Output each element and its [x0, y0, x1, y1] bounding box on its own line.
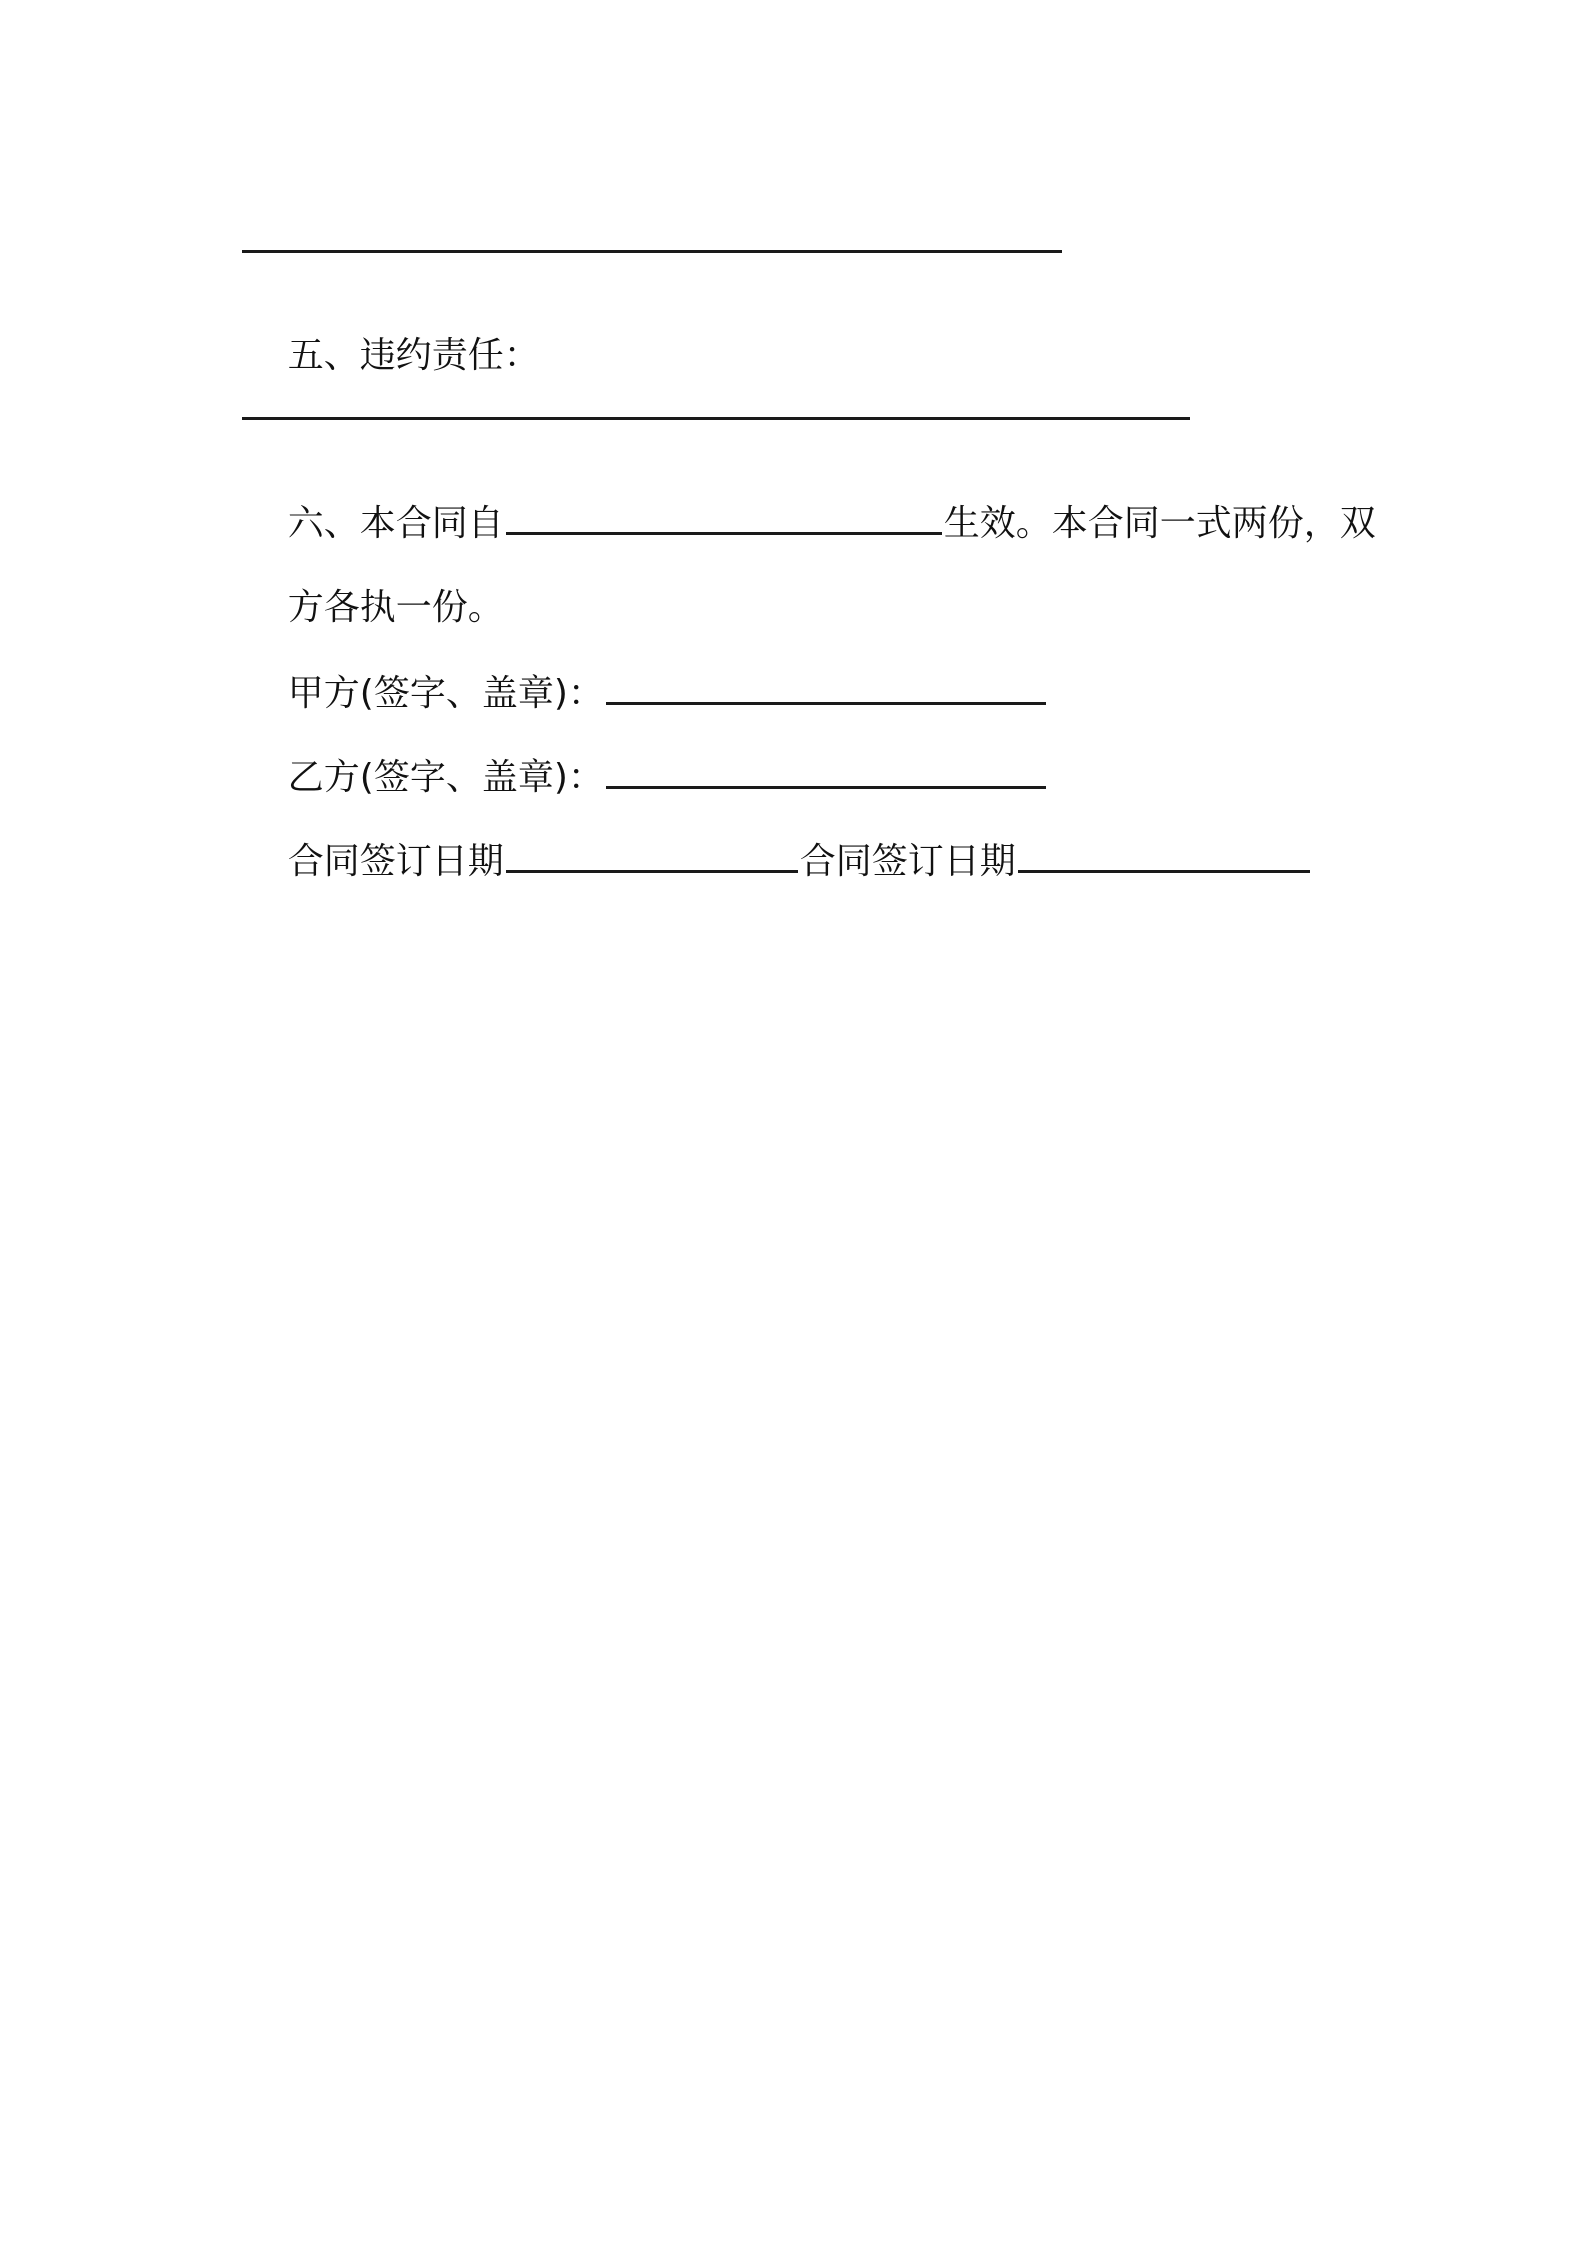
party-b-label: 乙方(签字、盖章)： — [287, 757, 604, 798]
section-five-heading-text: 五、违约责任： — [287, 335, 540, 376]
blank-rule-breach[interactable] — [242, 417, 1190, 420]
signing-date-line — [242, 796, 1312, 928]
clause-six-prefix: 六、本合同自 — [287, 503, 504, 544]
section-five-heading — [242, 290, 540, 422]
sign-date-label-a: 合同签订日期 — [287, 841, 504, 882]
party-a-signature-blank[interactable] — [606, 672, 1046, 705]
clause-six-suffix: 生效。本合同一式两份，双 — [943, 503, 1376, 544]
clause-six-continuation-text: 方各执一份。 — [287, 587, 504, 628]
blank-rule-top[interactable] — [242, 250, 1062, 253]
sign-date-label-b: 合同签订日期 — [799, 841, 1016, 882]
effective-date-blank[interactable] — [506, 502, 942, 535]
sign-date-blank-a[interactable] — [506, 840, 798, 873]
sign-date-blank-b[interactable] — [1018, 840, 1310, 873]
party-b-signature-blank[interactable] — [606, 756, 1046, 789]
party-a-label: 甲方(签字、盖章)： — [287, 673, 604, 714]
